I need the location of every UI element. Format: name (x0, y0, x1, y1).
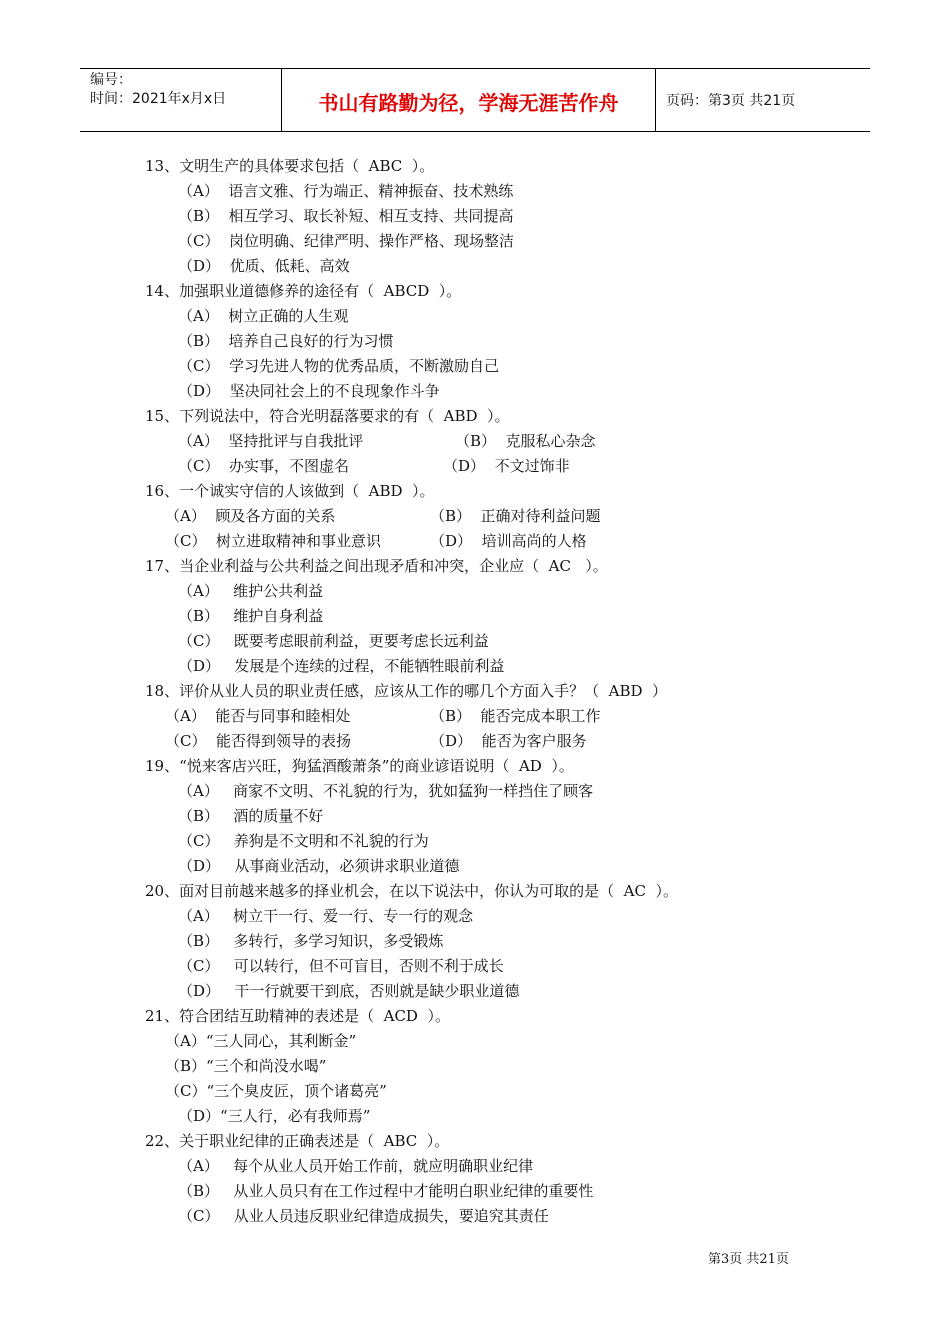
question-13: 13、文明生产的具体要求包括（ ABC ）。 (145, 157, 435, 175)
option-line: （C） 既要考虑眼前利益，更要考虑长远利益 (178, 632, 489, 650)
option-line: （D） 坚决同社会上的不良现象作斗争 (178, 382, 440, 400)
option-line: （A） 顾及各方面的关系 (165, 507, 336, 525)
option-line: （C） 从业人员违反职业纪律造成损失，要追究其责任 (178, 1207, 549, 1225)
option-line: （A） 语言文雅、行为端正、精神振奋、技术熟练 (178, 182, 514, 200)
question-14: 14、加强职业道德修养的途径有（ ABCD ）。 (145, 282, 462, 300)
option-line: （C） 可以转行，但不可盲目，否则不利于成长 (178, 957, 504, 975)
question-21: 21、符合团结互助精神的表述是（ ACD ）。 (145, 1007, 450, 1025)
option-line: （D） 不文过饰非 (443, 457, 570, 475)
option-line: （C） 树立进取精神和事业意识 (165, 532, 382, 550)
option-line: （A） 能否与同事和睦相处 (165, 707, 351, 725)
option-line: （B） 维护自身利益 (178, 607, 324, 625)
question-20: 20、面对目前越来越多的择业机会，在以下说法中，你认为可取的是（ AC ）。 (145, 882, 678, 900)
option-line: （C） 办实事，不图虚名 (178, 457, 350, 475)
header-motto: 书山有路勤为径，学海无涯苦作舟 (282, 69, 656, 131)
option-line: （C） 养狗是不文明和不礼貌的行为 (178, 832, 429, 850)
option-line: （A） 商家不文明、不礼貌的行为，犹如猛狗一样挡住了顾客 (178, 782, 594, 800)
option-line: （A） 树立正确的人生观 (178, 307, 349, 325)
option-line: （B） 正确对待利益问题 (430, 507, 601, 525)
header-meta (80, 69, 282, 131)
page-header (80, 68, 870, 132)
option-line: （D） 优质、低耗、高效 (178, 257, 350, 275)
option-line: （B） 相互学习、取长补短、相互支持、共同提高 (178, 207, 514, 225)
question-18: 18、评价从业人员的职业责任感，应该从工作的哪几个方面入手？（ ABD ） (145, 682, 668, 700)
option-line: （B） 能否完成本职工作 (430, 707, 601, 725)
option-line: （B） 酒的质量不好 (178, 807, 324, 825)
option-line: （B） 培养自己良好的行为习惯 (178, 332, 394, 350)
option-line: （D） 能否为客户服务 (430, 732, 587, 750)
option-line: （A）“三人同心，其利断金” (165, 1032, 357, 1050)
option-line: （C） 学习先进人物的优秀品质，不断激励自己 (178, 357, 500, 375)
option-line: （C） 岗位明确、纪律严明、操作严格、现场整洁 (178, 232, 515, 250)
option-line: （B） 从业人员只有在工作过程中才能明白职业纪律的重要性 (178, 1182, 594, 1200)
option-line: （C） 能否得到领导的表扬 (165, 732, 352, 750)
option-line: （D） 干一行就要干到底，否则就是缺少职业道德 (178, 982, 520, 1000)
option-line: （D） 培训高尚的人格 (430, 532, 587, 550)
option-line: （B） 克服私心杂念 (455, 432, 596, 450)
option-line: （C）“三个臭皮匠，顶个诸葛亮” (165, 1082, 387, 1100)
option-line: （D） 从事商业活动，必须讲求职业道德 (178, 857, 460, 875)
question-17: 17、当企业利益与公共利益之间出现矛盾和冲突，企业应（ AC ）。 (145, 557, 608, 575)
option-line: （B） 多转行，多学习知识，多受锻炼 (178, 932, 444, 950)
page-footer: 第3页 共21页 (708, 1252, 789, 1267)
question-15: 15、下列说法中，符合光明磊落要求的有（ ABD ）。 (145, 407, 510, 425)
header-page-code: 页码：第3页 共21页 (666, 93, 796, 109)
document-date: 时间：2021年x月x日 (90, 91, 227, 107)
option-line: （A） 树立干一行、爱一行、专一行的观念 (178, 907, 474, 925)
option-line: （A） 维护公共利益 (178, 582, 324, 600)
question-22: 22、关于职业纪律的正确表述是（ ABC ）。 (145, 1132, 450, 1150)
option-line: （D） 发展是个连续的过程，不能牺牲眼前利益 (178, 657, 505, 675)
document-number-label: 编号： (90, 72, 132, 88)
option-line: （A） 坚持批评与自我批评 (178, 432, 364, 450)
option-line: （D）“三人行，必有我师焉” (178, 1107, 371, 1125)
question-16: 16、一个诚实守信的人该做到（ ABD ）。 (145, 482, 435, 500)
option-line: （B）“三个和尚没水喝” (165, 1057, 327, 1075)
option-line: （A） 每个从业人员开始工作前，就应明确职业纪律 (178, 1157, 534, 1175)
question-19: 19、“悦来客店兴旺，狗猛酒酸萧条”的商业谚语说明（ AD ）。 (145, 757, 574, 775)
